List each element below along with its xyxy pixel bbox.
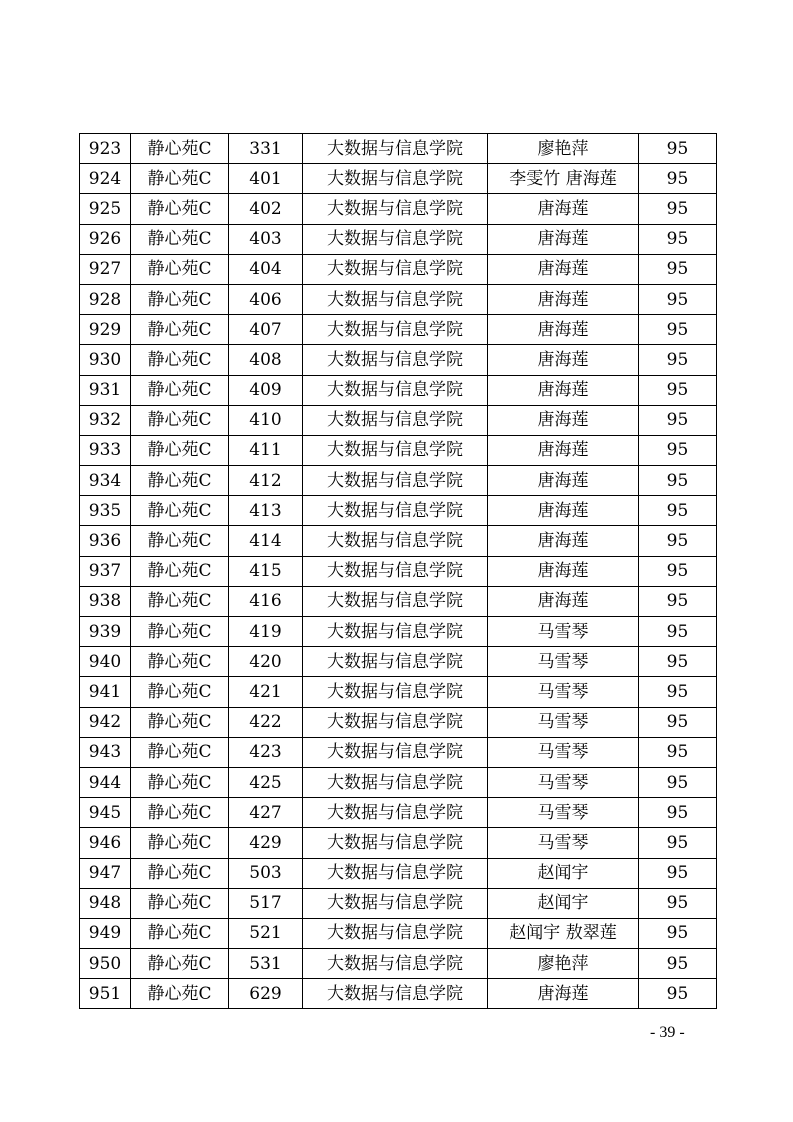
counselor-cell: 唐海莲 (488, 405, 639, 435)
building-cell: 静心苑C (131, 224, 229, 254)
college-cell: 大数据与信息学院 (303, 617, 488, 647)
college-cell: 大数据与信息学院 (303, 979, 488, 1009)
building-cell: 静心苑C (131, 888, 229, 918)
counselor-cell: 马雪琴 (488, 828, 639, 858)
row-index-cell: 946 (80, 828, 131, 858)
table-row (80, 284, 717, 314)
row-index-cell: 942 (80, 707, 131, 737)
room-cell: 401 (229, 164, 303, 194)
row-index-cell: 924 (80, 164, 131, 194)
row-index-cell: 939 (80, 617, 131, 647)
table-row (80, 888, 717, 918)
counselor-cell: 唐海莲 (488, 979, 639, 1009)
college-cell: 大数据与信息学院 (303, 496, 488, 526)
room-cell: 331 (229, 134, 303, 164)
table-row (80, 798, 717, 828)
score-cell: 95 (639, 224, 717, 254)
college-cell: 大数据与信息学院 (303, 888, 488, 918)
college-cell: 大数据与信息学院 (303, 949, 488, 979)
building-cell: 静心苑C (131, 315, 229, 345)
row-index-cell: 945 (80, 798, 131, 828)
counselor-cell: 赵闻宇 敖翠莲 (488, 918, 639, 948)
row-index-cell: 927 (80, 254, 131, 284)
college-cell: 大数据与信息学院 (303, 707, 488, 737)
table-row (80, 345, 717, 375)
table-row (80, 375, 717, 405)
building-cell: 静心苑C (131, 858, 229, 888)
room-cell: 409 (229, 375, 303, 405)
room-cell: 402 (229, 194, 303, 224)
college-cell: 大数据与信息学院 (303, 828, 488, 858)
room-cell: 425 (229, 767, 303, 797)
score-cell: 95 (639, 737, 717, 767)
room-cell: 413 (229, 496, 303, 526)
row-index-cell: 931 (80, 375, 131, 405)
building-cell: 静心苑C (131, 979, 229, 1009)
score-cell: 95 (639, 586, 717, 616)
building-cell: 静心苑C (131, 526, 229, 556)
score-cell: 95 (639, 254, 717, 284)
score-cell: 95 (639, 345, 717, 375)
score-cell: 95 (639, 315, 717, 345)
college-cell: 大数据与信息学院 (303, 315, 488, 345)
score-cell: 95 (639, 164, 717, 194)
college-cell: 大数据与信息学院 (303, 586, 488, 616)
building-cell: 静心苑C (131, 375, 229, 405)
college-cell: 大数据与信息学院 (303, 284, 488, 314)
score-cell: 95 (639, 134, 717, 164)
counselor-cell: 唐海莲 (488, 254, 639, 284)
table-row (80, 707, 717, 737)
counselor-cell: 唐海莲 (488, 526, 639, 556)
room-cell: 419 (229, 617, 303, 647)
table-row (80, 647, 717, 677)
counselor-cell: 唐海莲 (488, 194, 639, 224)
building-cell: 静心苑C (131, 164, 229, 194)
page-number: - 39 - (650, 1024, 685, 1041)
table-row (80, 767, 717, 797)
college-cell: 大数据与信息学院 (303, 345, 488, 375)
table-row (80, 315, 717, 345)
row-index-cell: 947 (80, 858, 131, 888)
score-cell: 95 (639, 858, 717, 888)
counselor-cell: 唐海莲 (488, 496, 639, 526)
college-cell: 大数据与信息学院 (303, 194, 488, 224)
counselor-cell: 马雪琴 (488, 767, 639, 797)
table-row (80, 134, 717, 164)
table-row (80, 737, 717, 767)
college-cell: 大数据与信息学院 (303, 526, 488, 556)
room-cell: 423 (229, 737, 303, 767)
score-cell: 95 (639, 918, 717, 948)
score-cell: 95 (639, 617, 717, 647)
score-cell: 95 (639, 767, 717, 797)
row-index-cell: 937 (80, 556, 131, 586)
college-cell: 大数据与信息学院 (303, 435, 488, 465)
building-cell: 静心苑C (131, 647, 229, 677)
score-cell: 95 (639, 556, 717, 586)
building-cell: 静心苑C (131, 828, 229, 858)
row-index-cell: 928 (80, 284, 131, 314)
counselor-cell: 唐海莲 (488, 466, 639, 496)
table-row (80, 194, 717, 224)
room-cell: 427 (229, 798, 303, 828)
counselor-cell: 唐海莲 (488, 315, 639, 345)
score-cell: 95 (639, 284, 717, 314)
room-cell: 404 (229, 254, 303, 284)
counselor-cell: 赵闻宇 (488, 888, 639, 918)
table-row (80, 858, 717, 888)
table-row (80, 918, 717, 948)
table-row (80, 526, 717, 556)
room-cell: 407 (229, 315, 303, 345)
counselor-cell: 唐海莲 (488, 375, 639, 405)
row-index-cell: 926 (80, 224, 131, 254)
room-cell: 422 (229, 707, 303, 737)
building-cell: 静心苑C (131, 194, 229, 224)
college-cell: 大数据与信息学院 (303, 466, 488, 496)
college-cell: 大数据与信息学院 (303, 918, 488, 948)
table-row (80, 435, 717, 465)
table-row (80, 677, 717, 707)
row-index-cell: 951 (80, 979, 131, 1009)
row-index-cell: 935 (80, 496, 131, 526)
score-cell: 95 (639, 526, 717, 556)
room-cell: 414 (229, 526, 303, 556)
building-cell: 静心苑C (131, 345, 229, 375)
room-cell: 629 (229, 979, 303, 1009)
building-cell: 静心苑C (131, 798, 229, 828)
counselor-cell: 唐海莲 (488, 284, 639, 314)
building-cell: 静心苑C (131, 556, 229, 586)
building-cell: 静心苑C (131, 134, 229, 164)
score-cell: 95 (639, 828, 717, 858)
score-cell: 95 (639, 798, 717, 828)
table-row (80, 979, 717, 1009)
room-cell: 403 (229, 224, 303, 254)
table-row (80, 617, 717, 647)
row-index-cell: 925 (80, 194, 131, 224)
table-row (80, 405, 717, 435)
row-index-cell: 943 (80, 737, 131, 767)
room-cell: 421 (229, 677, 303, 707)
college-cell: 大数据与信息学院 (303, 767, 488, 797)
counselor-cell: 唐海莲 (488, 435, 639, 465)
counselor-cell: 马雪琴 (488, 647, 639, 677)
score-cell: 95 (639, 949, 717, 979)
college-cell: 大数据与信息学院 (303, 375, 488, 405)
row-index-cell: 929 (80, 315, 131, 345)
score-cell: 95 (639, 194, 717, 224)
row-index-cell: 932 (80, 405, 131, 435)
room-cell: 410 (229, 405, 303, 435)
counselor-cell: 唐海莲 (488, 224, 639, 254)
row-index-cell: 938 (80, 586, 131, 616)
room-cell: 517 (229, 888, 303, 918)
table-row (80, 586, 717, 616)
building-cell: 静心苑C (131, 496, 229, 526)
building-cell: 静心苑C (131, 254, 229, 284)
table-row (80, 496, 717, 526)
row-index-cell: 940 (80, 647, 131, 677)
college-cell: 大数据与信息学院 (303, 134, 488, 164)
dormitory-score-table (79, 133, 717, 1009)
college-cell: 大数据与信息学院 (303, 224, 488, 254)
row-index-cell: 948 (80, 888, 131, 918)
room-cell: 408 (229, 345, 303, 375)
room-cell: 406 (229, 284, 303, 314)
room-cell: 503 (229, 858, 303, 888)
building-cell: 静心苑C (131, 617, 229, 647)
score-cell: 95 (639, 435, 717, 465)
counselor-cell: 马雪琴 (488, 707, 639, 737)
counselor-cell: 马雪琴 (488, 798, 639, 828)
table-row (80, 828, 717, 858)
counselor-cell: 马雪琴 (488, 617, 639, 647)
college-cell: 大数据与信息学院 (303, 647, 488, 677)
college-cell: 大数据与信息学院 (303, 858, 488, 888)
college-cell: 大数据与信息学院 (303, 405, 488, 435)
college-cell: 大数据与信息学院 (303, 254, 488, 284)
college-cell: 大数据与信息学院 (303, 677, 488, 707)
score-cell: 95 (639, 979, 717, 1009)
counselor-cell: 唐海莲 (488, 345, 639, 375)
row-index-cell: 933 (80, 435, 131, 465)
row-index-cell: 936 (80, 526, 131, 556)
score-cell: 95 (639, 677, 717, 707)
building-cell: 静心苑C (131, 737, 229, 767)
score-cell: 95 (639, 647, 717, 677)
row-index-cell: 950 (80, 949, 131, 979)
building-cell: 静心苑C (131, 586, 229, 616)
room-cell: 416 (229, 586, 303, 616)
building-cell: 静心苑C (131, 677, 229, 707)
building-cell: 静心苑C (131, 466, 229, 496)
row-index-cell: 923 (80, 134, 131, 164)
score-cell: 95 (639, 466, 717, 496)
score-cell: 95 (639, 888, 717, 918)
counselor-cell: 赵闻宇 (488, 858, 639, 888)
counselor-cell: 廖艳萍 (488, 134, 639, 164)
college-cell: 大数据与信息学院 (303, 737, 488, 767)
row-index-cell: 949 (80, 918, 131, 948)
table-body (80, 134, 717, 1009)
building-cell: 静心苑C (131, 767, 229, 797)
college-cell: 大数据与信息学院 (303, 556, 488, 586)
counselor-cell: 唐海莲 (488, 556, 639, 586)
row-index-cell: 941 (80, 677, 131, 707)
college-cell: 大数据与信息学院 (303, 164, 488, 194)
row-index-cell: 930 (80, 345, 131, 375)
table-row (80, 164, 717, 194)
room-cell: 411 (229, 435, 303, 465)
room-cell: 415 (229, 556, 303, 586)
room-cell: 429 (229, 828, 303, 858)
counselor-cell: 廖艳萍 (488, 949, 639, 979)
score-cell: 95 (639, 707, 717, 737)
counselor-cell: 李雯竹 唐海莲 (488, 164, 639, 194)
building-cell: 静心苑C (131, 949, 229, 979)
score-cell: 95 (639, 496, 717, 526)
college-cell: 大数据与信息学院 (303, 798, 488, 828)
building-cell: 静心苑C (131, 284, 229, 314)
building-cell: 静心苑C (131, 707, 229, 737)
row-index-cell: 934 (80, 466, 131, 496)
counselor-cell: 马雪琴 (488, 677, 639, 707)
room-cell: 420 (229, 647, 303, 677)
table-row (80, 466, 717, 496)
table-row (80, 556, 717, 586)
building-cell: 静心苑C (131, 918, 229, 948)
score-cell: 95 (639, 375, 717, 405)
score-cell: 95 (639, 405, 717, 435)
room-cell: 531 (229, 949, 303, 979)
counselor-cell: 唐海莲 (488, 586, 639, 616)
table-row (80, 254, 717, 284)
table-row (80, 949, 717, 979)
table-row (80, 224, 717, 254)
row-index-cell: 944 (80, 767, 131, 797)
room-cell: 521 (229, 918, 303, 948)
building-cell: 静心苑C (131, 405, 229, 435)
room-cell: 412 (229, 466, 303, 496)
building-cell: 静心苑C (131, 435, 229, 465)
counselor-cell: 马雪琴 (488, 737, 639, 767)
